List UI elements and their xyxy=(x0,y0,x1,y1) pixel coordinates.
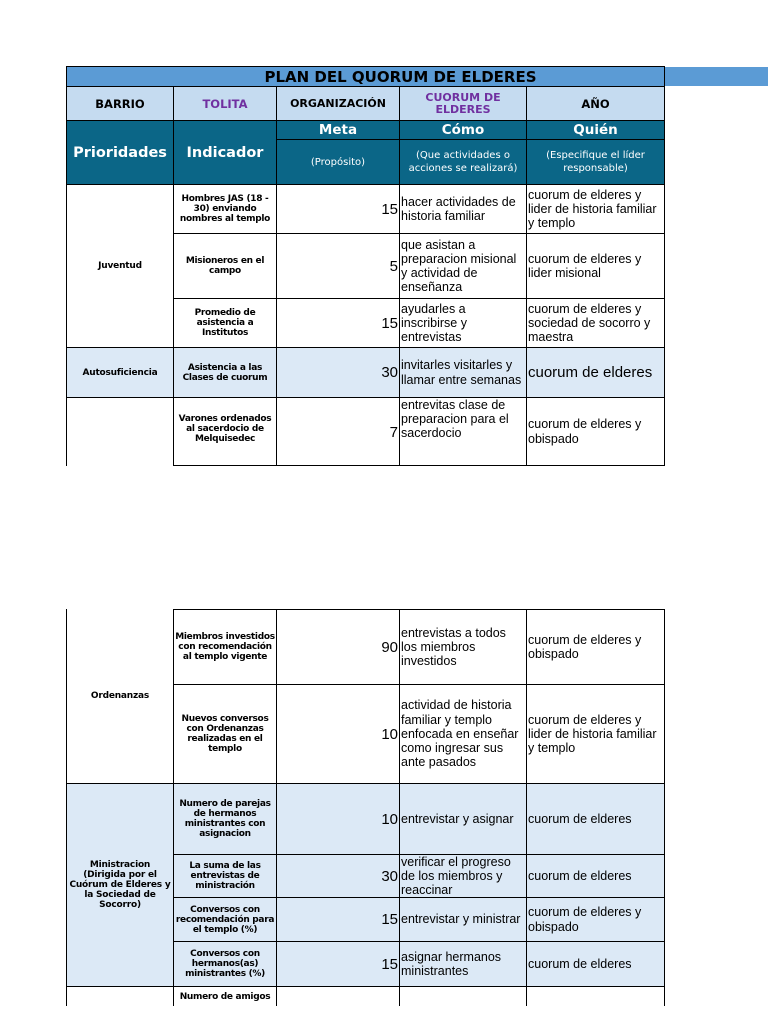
quien-cell: cuorum de elderes y obispado xyxy=(526,397,665,466)
quien-cell: cuorum de elderes y obispado xyxy=(526,897,665,942)
quien-cell: cuorum de elderes xyxy=(526,941,665,987)
column-meta-sub: (Propósito) xyxy=(276,139,400,185)
column-quien: Quién xyxy=(526,120,665,140)
indicator-cell: Numero de amigos xyxy=(173,986,277,1006)
page-title-text: PLAN DEL QUORUM DE ELDERES xyxy=(264,67,537,86)
como-cell: entrevistar y ministrar xyxy=(399,897,527,942)
column-quien-sub: (Especifique el líder responsable) xyxy=(526,139,665,185)
como-cell: entrevistas a todos los miembros investidos xyxy=(399,609,527,685)
priority-autosuficiencia: Autosuficiencia xyxy=(66,347,174,398)
quien-cell: cuorum de elderes xyxy=(526,347,665,398)
como-cell xyxy=(399,986,527,1006)
meta-cell: 5 xyxy=(276,233,400,299)
meta-cell xyxy=(276,986,400,1006)
anio-label: AÑO xyxy=(526,86,665,121)
meta-cell: 30 xyxy=(276,347,400,398)
priority-ordenanzas: Ordenanzas xyxy=(66,609,174,784)
column-meta: Meta xyxy=(276,120,400,140)
indicator-cell: Nuevos conversos con Ordenanzas realizadas en el templo xyxy=(173,684,277,784)
como-cell: actividad de historia familiar y templo enfocada en enseñar como ingresar sus ante pasados xyxy=(399,684,527,784)
como-cell: entrevistar y asignar xyxy=(399,783,527,855)
meta-cell: 15 xyxy=(276,298,400,348)
como-cell: invitarles visitarles y llamar entre semanas xyxy=(399,347,527,398)
quien-cell: cuorum de elderes y lider de historia familiar y templo xyxy=(526,184,665,234)
indicator-cell: Promedio de asistencia a Institutos xyxy=(173,298,277,348)
como-cell: que asistan a preparacion misional y actividad de enseñanza xyxy=(399,233,527,299)
como-cell: entrevitas clase de preparacion para el sacerdocio xyxy=(399,397,527,466)
priority-ministracion: Ministracion (Dirigida por el Cuórum de Elderes y la Sociedad de Socorro) xyxy=(66,783,174,987)
indicator-cell: Asistencia a las Clases de cuorum xyxy=(173,347,277,398)
quien-cell: cuorum de elderes xyxy=(526,854,665,898)
como-cell: hacer actividades de historia familiar xyxy=(399,184,527,234)
priority-empty xyxy=(66,397,174,466)
quien-cell: cuorum de elderes y obispado xyxy=(526,609,665,685)
meta-cell: 10 xyxy=(276,684,400,784)
organizacion-value: CUORUM DE ELDERES xyxy=(399,86,527,121)
column-como-sub: (Que actividades o acciones se realizará) xyxy=(399,139,527,185)
barrio-value: TOLITA xyxy=(173,86,277,121)
priority-empty-2 xyxy=(66,986,174,1006)
barrio-label: BARRIO xyxy=(66,86,174,121)
quien-cell xyxy=(526,986,665,1006)
indicator-cell: Numero de parejas de hermanos ministrantes con asignacion xyxy=(173,783,277,855)
priority-juventud: Juventud xyxy=(66,184,174,348)
meta-cell: 15 xyxy=(276,897,400,942)
como-cell: verificar el progreso de los miembros y reaccinar xyxy=(399,854,527,898)
meta-cell: 15 xyxy=(276,184,400,234)
page-title xyxy=(66,66,665,87)
meta-cell: 10 xyxy=(276,783,400,855)
meta-cell: 30 xyxy=(276,854,400,898)
como-cell: asignar hermanos ministrantes xyxy=(399,941,527,987)
quien-cell: cuorum de elderes y sociedad de socorro y maestra xyxy=(526,298,665,348)
indicator-cell: Miembros investidos con recomendación al templo vigente xyxy=(173,609,277,685)
column-indicador: Indicador xyxy=(173,120,277,185)
column-prioridades: Prioridades xyxy=(66,120,174,185)
meta-cell: 15 xyxy=(276,941,400,987)
como-cell: ayudarles a inscribirse y entrevistas xyxy=(399,298,527,348)
organizacion-label: ORGANIZACIÓN xyxy=(276,86,400,121)
quien-cell: cuorum de elderes xyxy=(526,783,665,855)
quien-cell: cuorum de elderes y lider misional xyxy=(526,233,665,299)
column-como: Cómo xyxy=(399,120,527,140)
title-accent-bar xyxy=(664,67,768,86)
indicator-cell: Conversos con recomendación para el templo (%) xyxy=(173,897,277,942)
indicator-cell: Hombres JAS (18 - 30) enviando nombres al templo xyxy=(173,184,277,234)
indicator-cell: Varones ordenados al sacerdocio de Melquisedec xyxy=(173,397,277,466)
indicator-cell: Conversos con hermanos(as) ministrantes (%) xyxy=(173,941,277,987)
meta-cell: 90 xyxy=(276,609,400,685)
quien-cell: cuorum de elderes y lider de historia familiar y templo xyxy=(526,684,665,784)
indicator-cell: La suma de las entrevistas de ministración xyxy=(173,854,277,898)
indicator-cell: Misioneros en el campo xyxy=(173,233,277,299)
meta-cell: 7 xyxy=(276,397,400,466)
